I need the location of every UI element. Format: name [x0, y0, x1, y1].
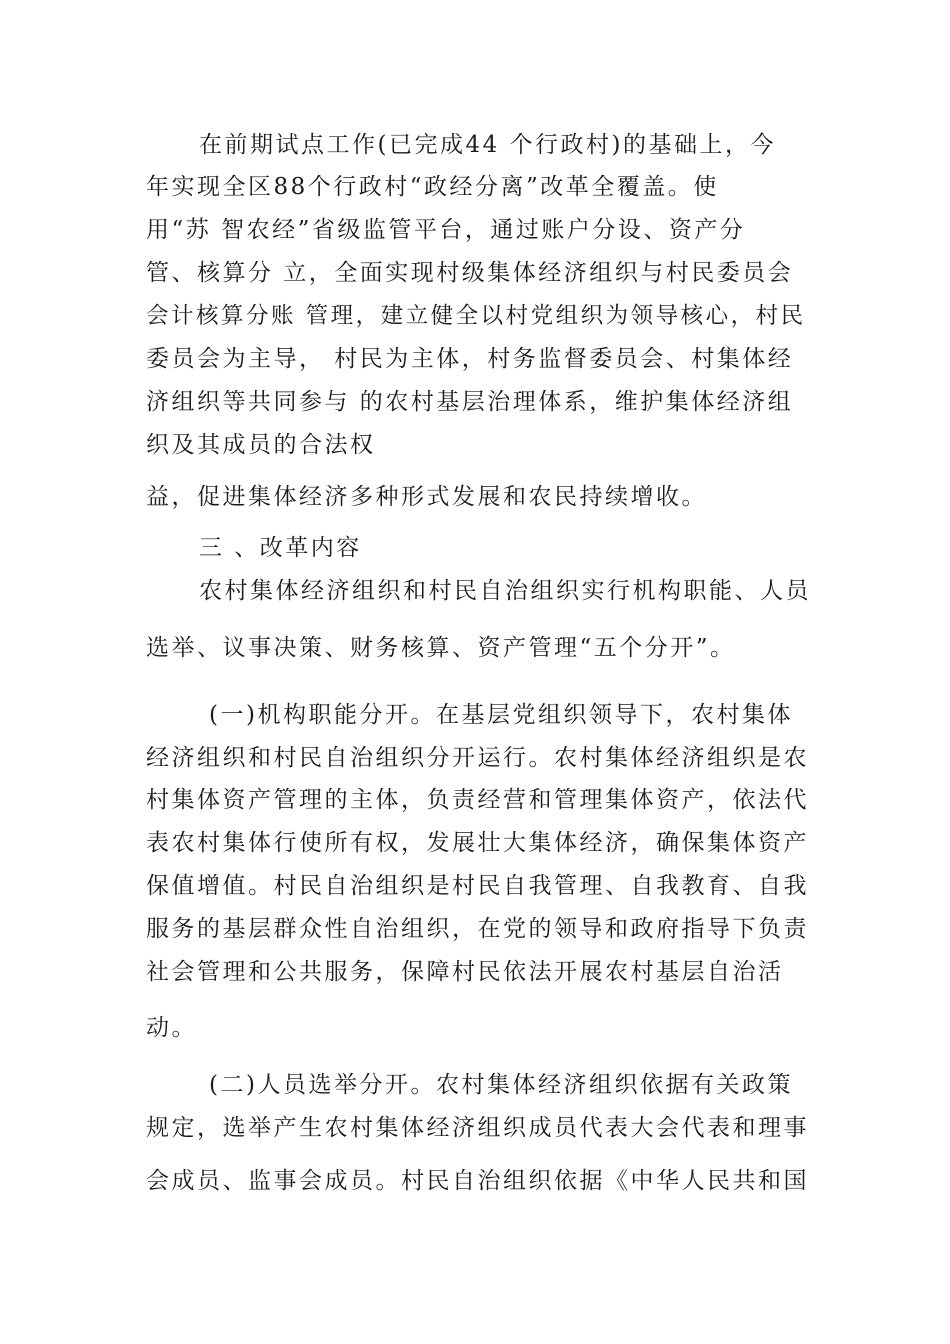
text-line: 表农村集体行使所有权，发展壮大集体经济，确保集体资产	[146, 830, 809, 856]
text-line: 经济组织和村民自治组织分开运行。农村集体经济组织是农	[146, 745, 809, 771]
text-line: 保值增值。村民自治组织是村民自我管理、自我教育、自我	[146, 873, 809, 899]
text-line: 济组织等共同参与 的农村基层治理体系，维护集体经济组	[146, 389, 794, 415]
text-line: 用“苏 智农经”省级监管平台，通过账户分设、资产分	[146, 217, 746, 243]
text-line: 村集体资产管理的主体，负责经营和管理集体资产，依法代	[146, 787, 809, 813]
text-line: 年实现全区88个行政村“政经分离”改革全覆盖。使	[146, 174, 719, 200]
text-line: 委员会为主导， 村民为主体，村务监督委员会、村集体经	[146, 346, 794, 372]
text-line: 会计核算分账 管理，建立健全以村党组织为领导核心，村民	[146, 303, 806, 329]
text-line: 农村集体经济组织和村民自治组织实行机构职能、人员	[199, 578, 811, 604]
text-line: 服务的基层群众性自治组织，在党的领导和政府指导下负责	[146, 916, 809, 942]
text-line: 动。	[146, 1015, 197, 1041]
subsection-heading: (一)机构职能分开。在基层党组织领导下，农村集体	[209, 702, 793, 728]
text-line: 织及其成员的合法权	[146, 432, 376, 458]
section-heading: 三 、改革内容	[199, 535, 362, 561]
text-line: 选举、议事决策、财务核算、资产管理“五个分开”。	[146, 635, 736, 661]
subsection-heading: (二)人员选举分开。农村集体经济组织依据有关政策	[209, 1072, 793, 1098]
text-line: 管、核算分 立，全面实现村级集体经济组织与村民委员会	[146, 260, 794, 286]
text-line: 社会管理和公共服务，保障村民依法开展农村基层自治活	[146, 959, 784, 985]
text-line: 规定，选举产生农村集体经济组织成员代表大会代表和理事	[146, 1115, 809, 1141]
text-line: 在前期试点工作(已完成44 个行政村)的基础上，今	[199, 132, 777, 158]
text-line: 益，促进集体经济多种形式发展和农民持续增收。	[146, 484, 707, 510]
text-line: 会成员、监事会成员。村民自治组织依据《中华人民共和国	[146, 1168, 809, 1194]
